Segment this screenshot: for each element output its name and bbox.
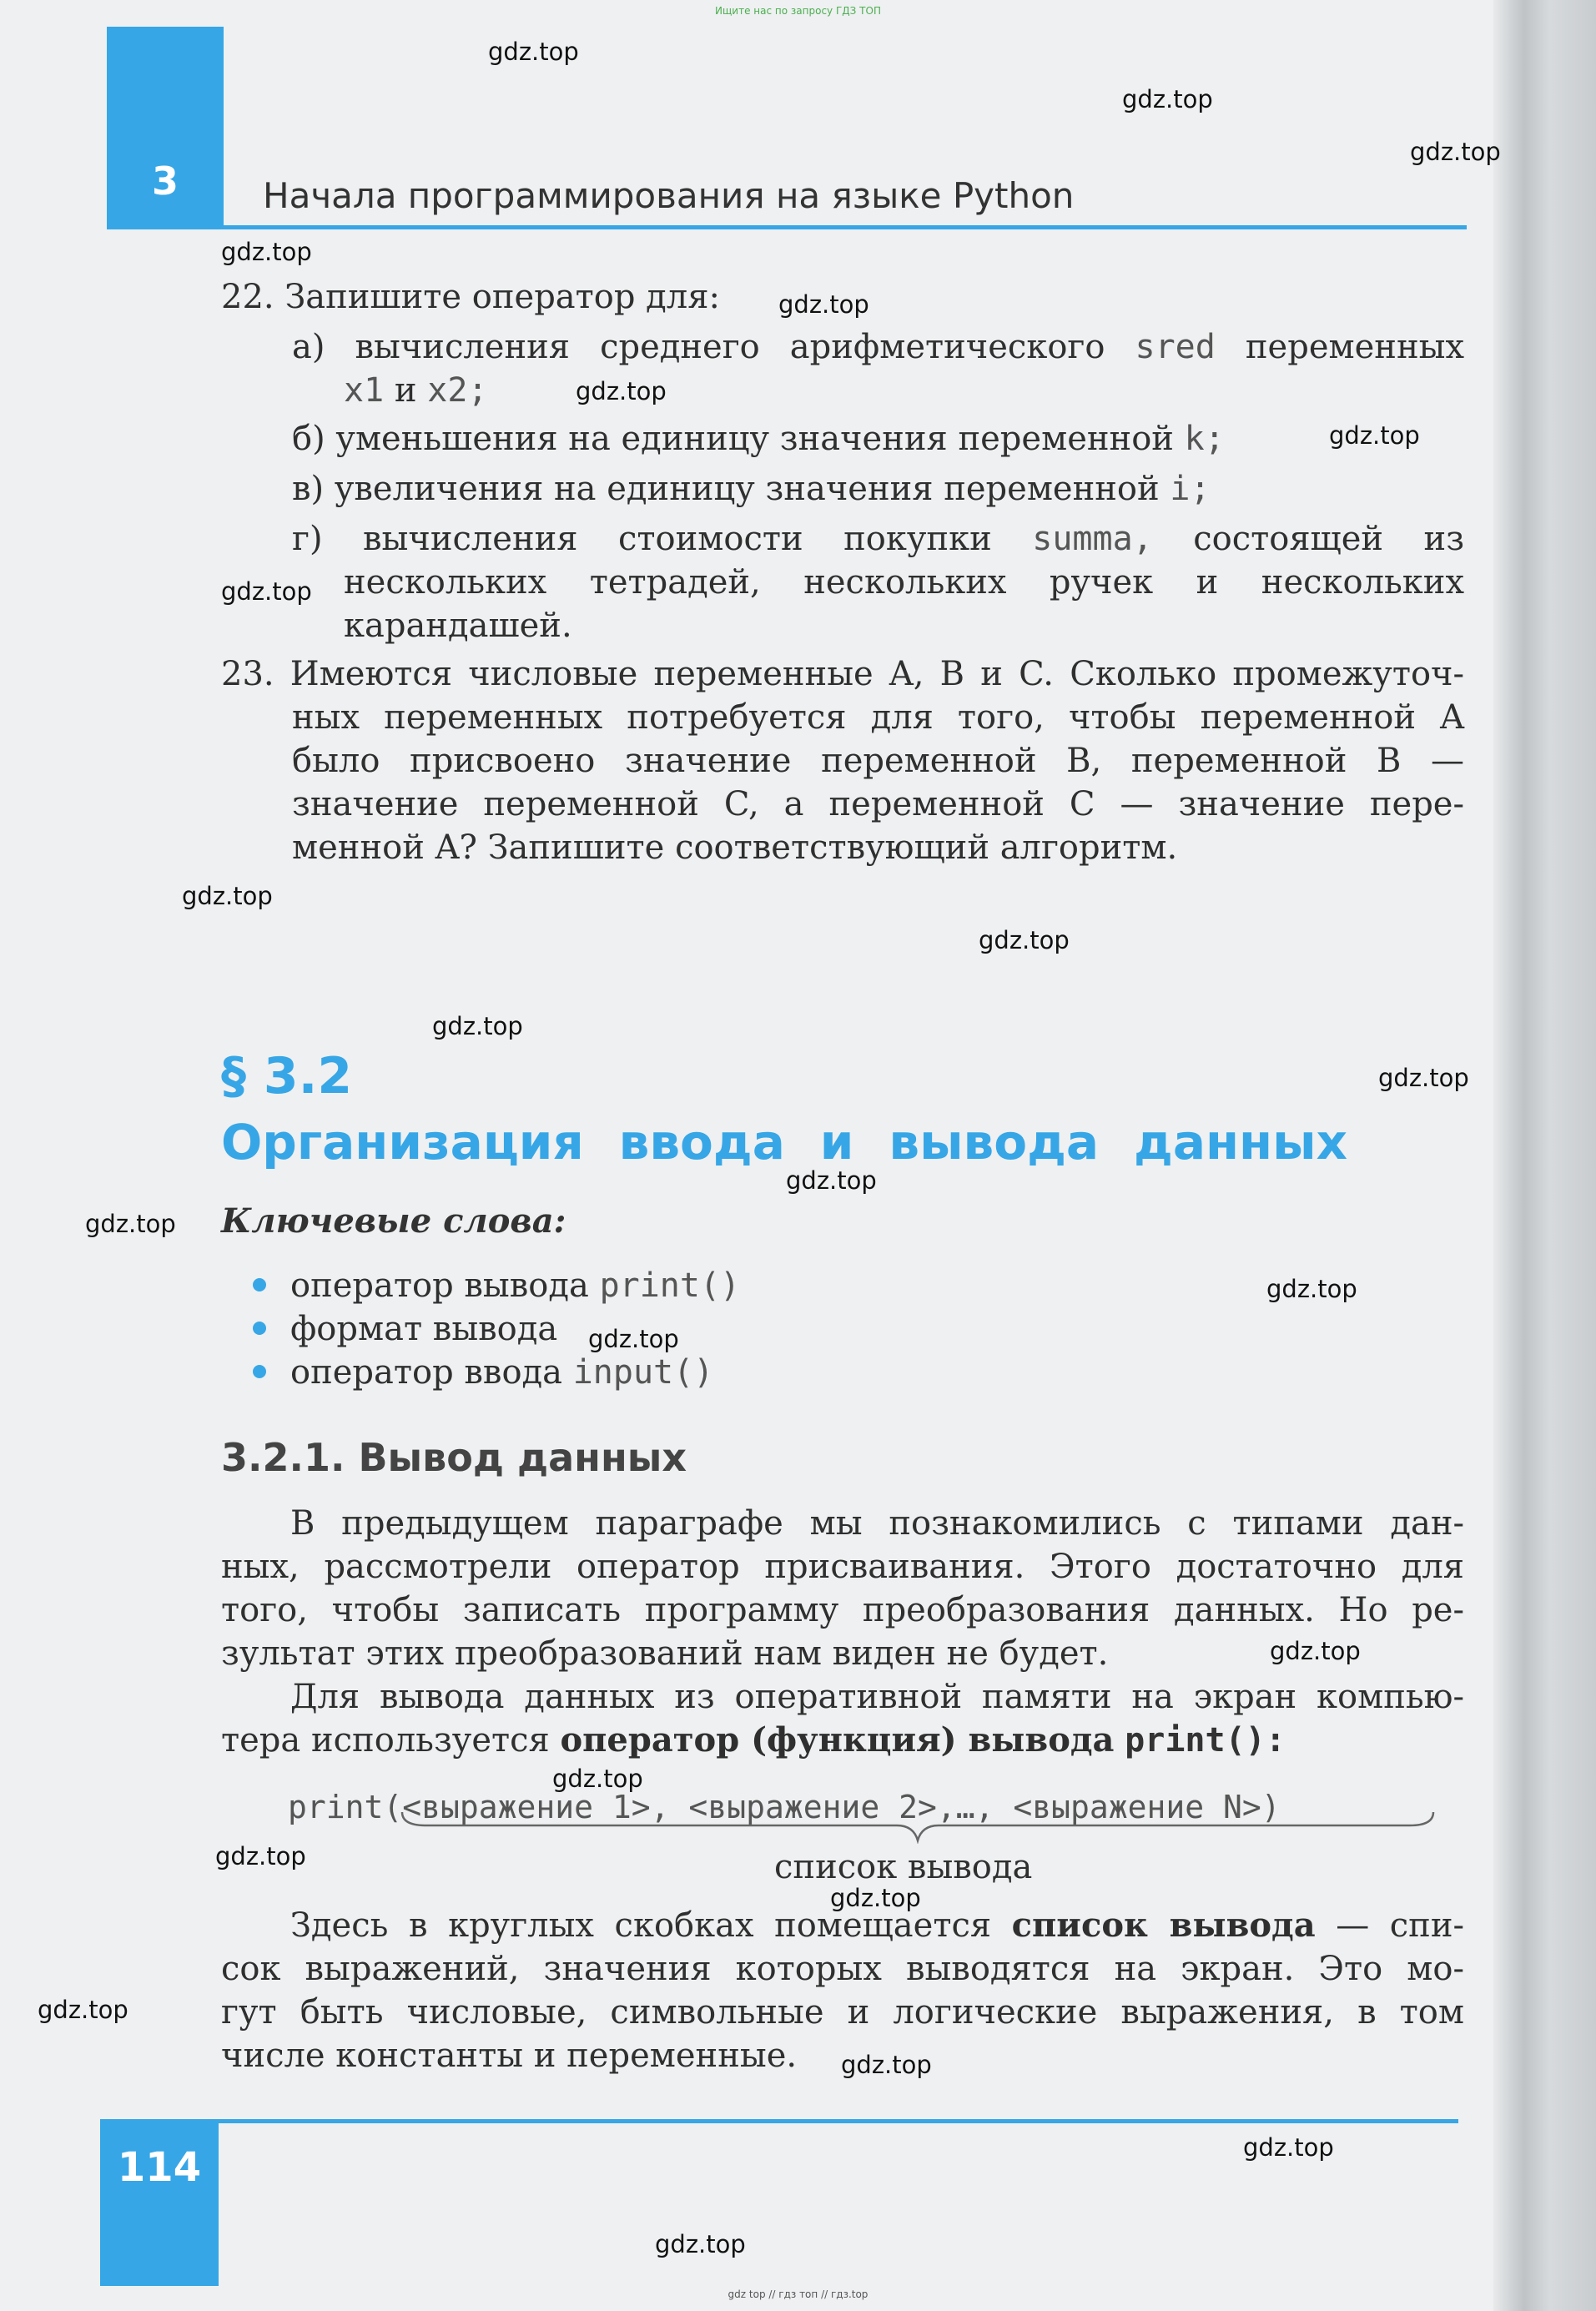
exercise-22-a-code-x2: x2; <box>427 371 488 410</box>
watermark: gdz.top <box>1243 2133 1334 2162</box>
exercise-23-line2: ных переменных потребуется для того, чтобы переменной A <box>292 698 1464 737</box>
watermark: gdz.top <box>576 377 667 405</box>
bullet-dot <box>253 1365 266 1378</box>
watermark: gdz.top <box>1270 1637 1361 1665</box>
paragraph-1-line3: того, чтобы записать программу преобразования данных. Но ре- <box>221 1591 1464 1629</box>
footer-rule <box>100 2119 1458 2123</box>
keyword-item <box>290 1307 557 1351</box>
watermark: gdz.top <box>488 38 579 66</box>
paragraph-1-line4: зультат этих преобразований нам виден не будет. <box>221 1634 1109 1673</box>
output-list-brace <box>400 1810 1435 1844</box>
paragraph-3-suffix: — спи- <box>1336 1906 1465 1945</box>
brace-label: список вывода <box>774 1848 1033 1886</box>
paragraph-1-line1: В предыдущем параграфе мы познакомились с типами дан- <box>290 1504 1464 1543</box>
exercise-22-a-line1 <box>292 325 1464 369</box>
print-syntax-code: print(<выражение 1>, <выражение 2>,…, <выражение N>) <box>288 1789 1281 1825</box>
keyword-code: input() <box>572 1353 714 1392</box>
exercise-23-line3: было присвоено значение переменной B, переменной B — <box>292 742 1464 780</box>
exercise-22-d-code: summa, <box>1032 520 1153 558</box>
watermark: gdz.top <box>38 1996 128 2024</box>
watermark: gdz.top <box>432 1012 523 1040</box>
subsection-title: 3.2.1. Вывод данных <box>221 1435 687 1480</box>
exercise-22-a-line2 <box>344 369 488 412</box>
watermark: gdz.top <box>1329 421 1420 450</box>
watermark: gdz.top <box>221 238 312 266</box>
chapter-title: Начала программирования на языке Python <box>263 175 1075 216</box>
watermark: gdz.top <box>588 1325 679 1353</box>
page-edge-shadow <box>1493 0 1596 2311</box>
exercise-22-c <box>292 467 1211 511</box>
paragraph-2-line2 <box>221 1719 1286 1762</box>
section-number: § 3.2 <box>221 1047 353 1105</box>
page-number: 114 <box>117 2144 202 2191</box>
watermark: gdz.top <box>221 577 312 606</box>
exercise-22-a-code-x1: x1 <box>344 371 385 410</box>
paragraph-3-text: Здесь в круглых скобках помещается <box>290 1906 992 1945</box>
exercise-23-line5: менной A? Запишите соответствующий алгоритм. <box>292 828 1178 867</box>
exercise-22-a-text: а) вычисления среднего арифметического <box>292 328 1105 366</box>
paragraph-2-text: тера используется <box>221 1721 550 1760</box>
watermark: gdz.top <box>1410 138 1501 166</box>
keyword-text: оператор ввода <box>290 1353 562 1392</box>
exercise-22-c-text: в) увеличения на единицу значения переменной <box>292 470 1160 508</box>
watermark: gdz.top <box>830 1884 921 1912</box>
exercise-22-b-text: б) уменьшения на единицу значения переменной <box>292 420 1174 458</box>
watermark: gdz.top <box>1378 1064 1469 1092</box>
exercise-22-d-line3: карандашей. <box>344 607 572 645</box>
bottom-note: gdz top // гдз топ // гдз.top <box>728 2288 868 2300</box>
exercise-22-a-code: sred <box>1135 328 1216 366</box>
paragraph-2-code: print(): <box>1125 1721 1286 1760</box>
exercise-23-line1: 23. Имеются числовые переменные A, B и C. Сколько промежуточ- <box>221 655 1464 693</box>
watermark: gdz.top <box>552 1765 643 1793</box>
keyword-item <box>290 1351 713 1394</box>
watermark: gdz.top <box>85 1210 176 1238</box>
watermark: gdz.top <box>841 2051 932 2079</box>
exercise-22-d-suffix: состоящей из <box>1193 520 1465 558</box>
keyword-item <box>290 1264 740 1307</box>
paragraph-3-line2: сок выражений, значения которых выводятся на экран. Это мо- <box>221 1950 1464 1988</box>
paragraph-3-line3: гут быть числовые, символьные и логические выражения, в том <box>221 1993 1464 2032</box>
keyword-text: оператор вывода <box>290 1266 589 1305</box>
paragraph-2-line1: Для вывода данных из оперативной памяти на экран компью- <box>290 1678 1464 1716</box>
exercise-22-b <box>292 417 1225 461</box>
exercise-22-d-text: г) вычисления стоимости покупки <box>292 520 992 558</box>
keyword-text: формат вывода <box>290 1310 558 1348</box>
paragraph-2-bold: оператор (функция) вывода <box>560 1720 1115 1760</box>
keywords-label: Ключевые слова: <box>221 1201 566 1241</box>
bullet-dot <box>253 1278 266 1291</box>
bullet-dot <box>253 1322 266 1335</box>
watermark: gdz.top <box>778 290 869 319</box>
exercise-22-c-code: i; <box>1170 470 1211 508</box>
keyword-code: print() <box>599 1266 741 1305</box>
watermark: gdz.top <box>182 882 273 910</box>
watermark: gdz.top <box>1122 85 1213 113</box>
section-title: Организация ввода и вывода данных <box>221 1114 1347 1171</box>
exercise-22-a-and: и <box>394 371 417 410</box>
exercise-22-title: 22. Запишите оператор для: <box>221 278 720 316</box>
watermark: gdz.top <box>979 926 1070 954</box>
paragraph-3-bold: список вывода <box>1011 1906 1316 1945</box>
exercise-23-line4: значение переменной C, а переменной C — значение пере- <box>292 785 1464 823</box>
exercise-22-d-line2: нескольких тетрадей, нескольких ручек и нескольких <box>344 563 1464 602</box>
watermark: gdz.top <box>1266 1275 1357 1303</box>
paragraph-3-line4: числе константы и переменные. <box>221 2037 798 2075</box>
top-search-note: Ищите нас по запросу ГДЗ ТОП <box>715 5 881 17</box>
watermark: gdz.top <box>655 2230 746 2258</box>
watermark: gdz.top <box>215 1842 306 1870</box>
exercise-22-d-line1 <box>292 517 1464 561</box>
header-rule <box>107 225 1467 229</box>
chapter-number: 3 <box>151 159 179 204</box>
exercise-22-b-code: k; <box>1184 420 1225 458</box>
paragraph-1-line2: ных, рассмотрели оператор присваивания. Этого достаточно для <box>221 1548 1464 1586</box>
watermark: gdz.top <box>786 1166 877 1195</box>
exercise-22-a-suffix: переменных <box>1245 328 1464 366</box>
